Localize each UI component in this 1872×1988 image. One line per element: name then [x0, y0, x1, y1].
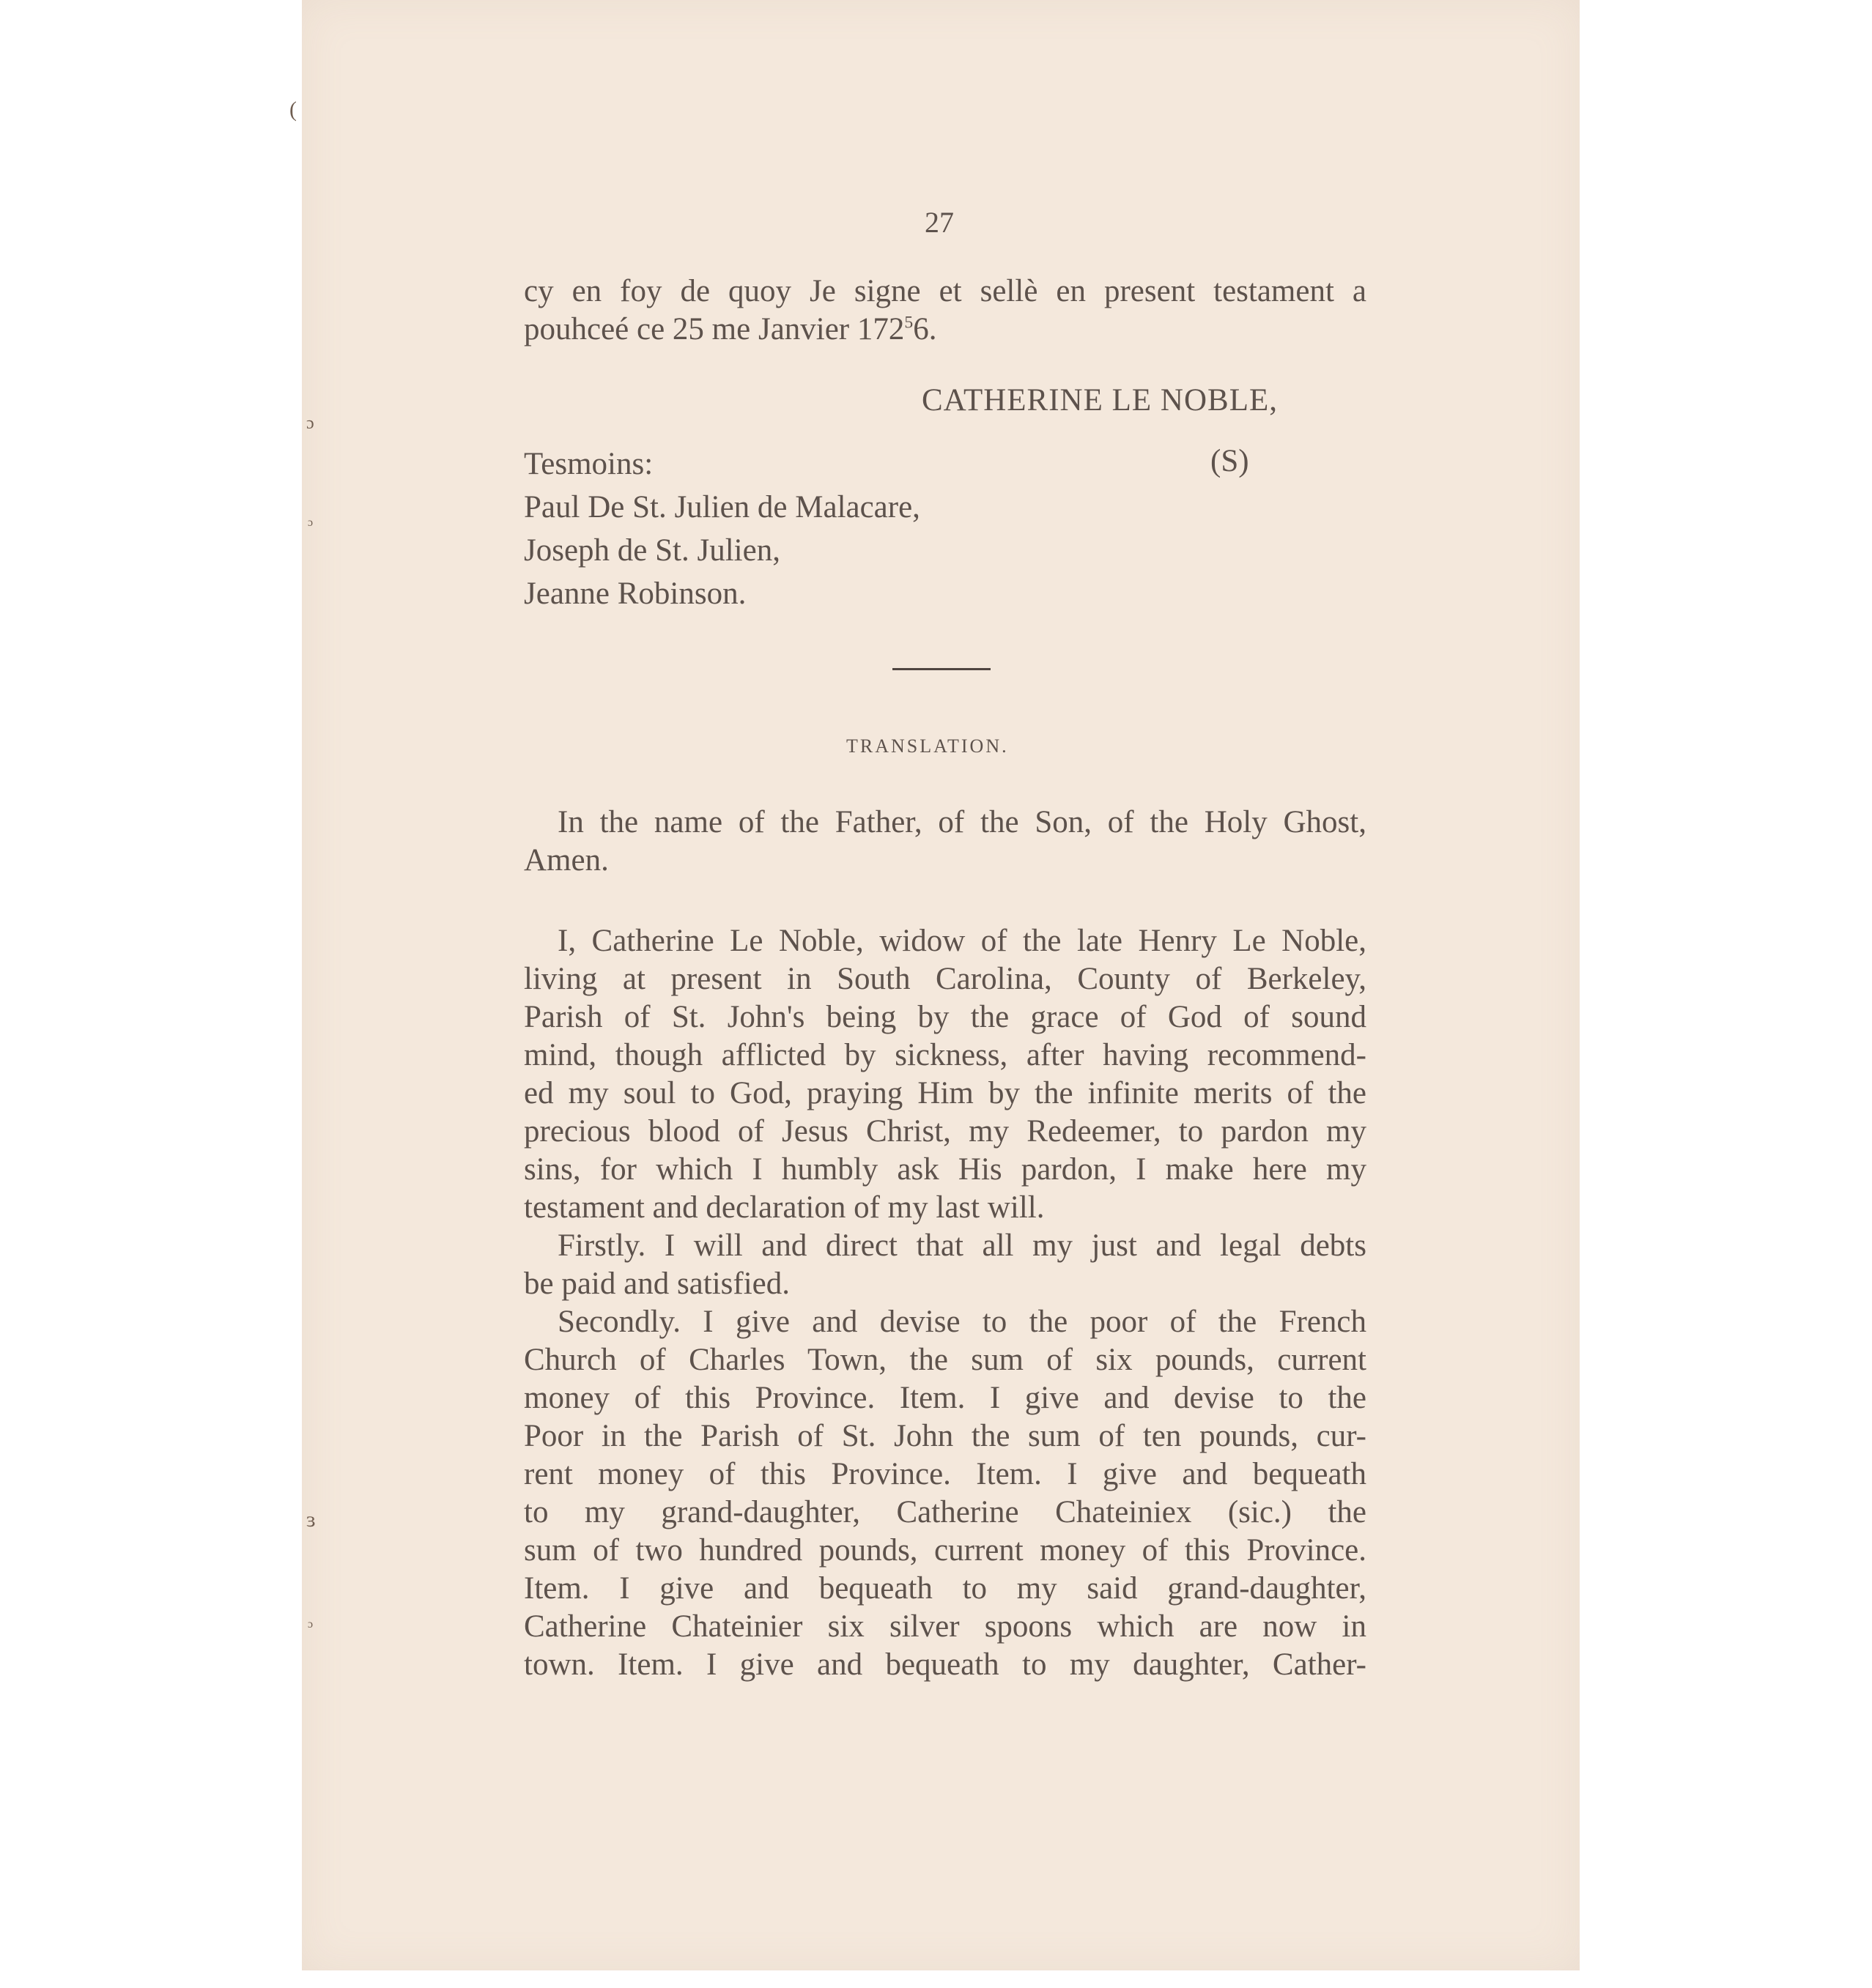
body-line: Item. I give and bequeath to my said grand-daughter,	[524, 1571, 1366, 1606]
body-line: mind, though afflicted by sickness, after having recommend-	[524, 1038, 1366, 1072]
body-line: testament and declaration of my last will.	[524, 1190, 1045, 1225]
witness-label: Tesmoins:	[524, 447, 654, 481]
body-line: sum of two hundred pounds, current money of this Province.	[524, 1533, 1366, 1568]
year-superscript: 5	[904, 313, 914, 333]
body-line: Secondly. I give and devise to the poor of the French	[558, 1305, 1366, 1339]
page-number: 27	[925, 206, 954, 239]
body-line: Church of Charles Town, the sum of six pounds, current	[524, 1343, 1366, 1377]
body-line: money of this Province. Item. I give and devise to the	[524, 1381, 1366, 1415]
closing-line	[524, 311, 1366, 349]
signature-name: CATHERINE LE NOBLE,	[922, 383, 1278, 418]
section-divider	[892, 668, 991, 670]
witness-name: Jeanne Robinson.	[524, 576, 747, 611]
invocation-line: In the name of the Father, of the Son, of the Holy Ghost,	[558, 805, 1366, 839]
closing-paragraph	[524, 272, 1366, 349]
body-line: Parish of St. John's being by the grace of God of sound	[524, 1000, 1366, 1034]
binding-mark: (	[289, 97, 297, 122]
binding-mark: ɔ	[306, 414, 314, 433]
body-line: Firstly. I will and direct that all my just and legal debts	[558, 1228, 1366, 1263]
closing-line: cy en foy de quoy Je signe et sellè en present testament a	[524, 274, 1366, 308]
will-body	[524, 922, 1366, 1684]
invocation-paragraph	[524, 804, 1366, 880]
body-line: town. Item. I give and bequeath to my daughter, Cather-	[524, 1647, 1366, 1682]
signature-seal-mark: (S)	[1210, 444, 1249, 478]
binding-mark: ɔ	[308, 1618, 314, 1631]
closing-line-text: pouhceé ce 25 me Janvier 172	[524, 312, 905, 346]
body-line: to my grand-daughter, Catherine Chateiniex (sic.) the	[524, 1495, 1366, 1529]
body-line: Poor in the Parish of St. John the sum of ten pounds, cur-	[524, 1419, 1366, 1453]
year-suffix: 6.	[913, 312, 937, 346]
witness-list	[524, 442, 920, 615]
body-line: precious blood of Jesus Christ, my Redeemer, to pardon my	[524, 1114, 1366, 1149]
binding-mark: ɔ	[308, 516, 314, 529]
body-line: be paid and satisfied.	[524, 1266, 791, 1301]
body-line: sins, for which I humbly ask His pardon, I make here my	[524, 1152, 1366, 1187]
body-line: living at present in South Carolina, County of Berkeley,	[524, 962, 1366, 996]
body-line: Catherine Chateinier six silver spoons which are now in	[524, 1609, 1366, 1644]
witness-name: Joseph de St. Julien,	[524, 533, 780, 568]
binding-mark: ɜ	[306, 1507, 316, 1532]
body-line: rent money of this Province. Item. I give and bequeath	[524, 1457, 1366, 1491]
witness-name: Paul De St. Julien de Malacare,	[524, 490, 920, 524]
body-line: I, Catherine Le Noble, widow of the late Henry Le Noble,	[558, 924, 1366, 958]
invocation-line: Amen.	[524, 843, 609, 878]
section-heading: TRANSLATION.	[846, 735, 1009, 757]
body-line: ed my soul to God, praying Him by the infinite merits of the	[524, 1076, 1366, 1110]
